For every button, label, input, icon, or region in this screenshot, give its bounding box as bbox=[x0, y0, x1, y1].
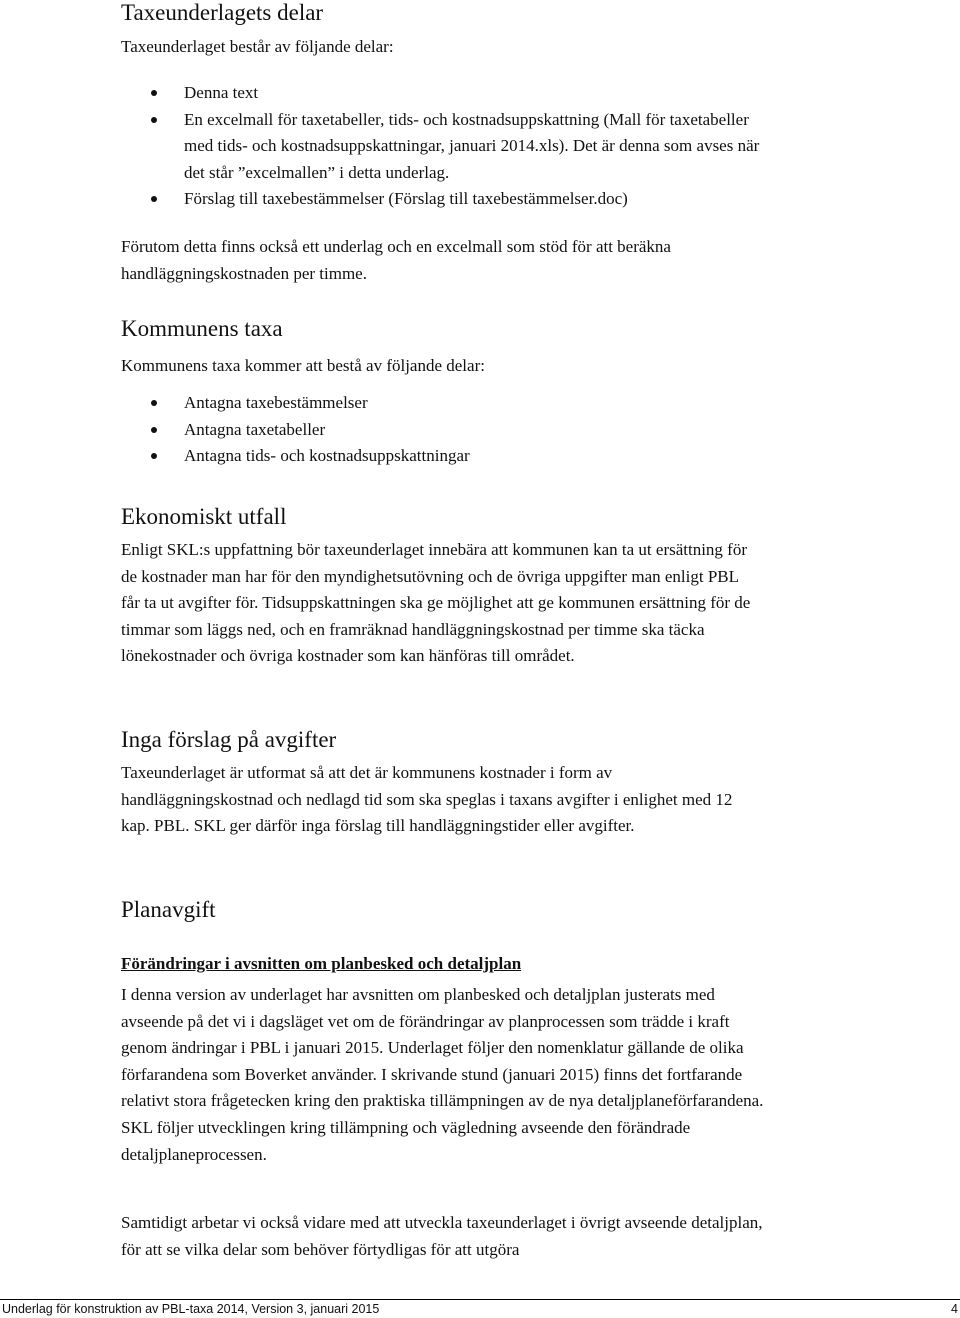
list-item-text: En excelmall för taxetabeller, tids- och kostnadsuppskattning (Mall för taxetabeller med tids- och kostnadsuppskattningar, januari 2014.xls). Det är denna som avses när det står ”excelmallen” i detta underlag. bbox=[184, 109, 760, 182]
list-item bbox=[119, 390, 771, 417]
list-item bbox=[119, 417, 771, 444]
intro-kommunens-taxa: Kommunens taxa kommer att bestå av följande delar: bbox=[121, 356, 485, 375]
intro-taxeunderlag: Taxeunderlaget består av följande delar: bbox=[121, 37, 394, 56]
list-item-text: Antagna taxebestämmelser bbox=[184, 393, 368, 412]
list-item-text: Förslag till taxebestämmelser (Förslag till taxebestämmelser.doc) bbox=[184, 189, 628, 209]
paragraph-planavgift-2: Samtidigt arbetar vi också vidare med att utveckla taxeunderlaget i övrigt avseende detaljplan, för att se vilka delar som behöver förtydligas för att utgöra bbox=[121, 1213, 763, 1259]
list-item-text: Antagna taxetabeller bbox=[184, 419, 326, 439]
list-kommunens-taxa bbox=[121, 390, 771, 470]
paragraph-ekonomiskt: Enligt SKL:s uppfattning bör taxeunderlaget innebära att kommunen kan ta ut ersättning för de kostnader man har för den myndighetsutövning och de övriga uppgifter man enligt PBL får ta ut avgifter för. Tidsuppskattningen ska ge möjlighet att ge kommunen ersättning för de timmar som läggs ned, och en framräknad handläggningskostnad per timme ska täcka lönekostnader och övriga kostnader som kan hänföras till området. bbox=[121, 540, 751, 666]
list-item-text: Denna text bbox=[184, 83, 259, 102]
heading-inga-forslag: Inga förslag på avgifter bbox=[121, 727, 337, 752]
heading-ekonomiskt-utfall: Ekonomiskt utfall bbox=[121, 504, 287, 529]
list-item-text: Antagna tids- och kostnadsuppskattningar bbox=[184, 446, 470, 466]
subheading-forandringar: Förändringar i avsnitten om planbesked och detaljplan bbox=[121, 954, 522, 973]
list-item bbox=[119, 186, 771, 213]
paragraph-planavgift-1: I denna version av underlaget har avsnitten om planbesked och detaljplan justerats med avseende på det vi i dagsläget vet om de förändringar av planprocessen som trädde i kraft genom ändringar i PBL i januari 2015. Underlaget följer den nomenklatur gällande de olika förfarandena som Boverket använder. I skrivande stund (januari 2015) finns det fortfarande relativt stora frågetecken kring den praktiska tillämpningen av de nya detaljplaneförfarandena. SKL följer utvecklingen kring tillämpning och vägledning avseende den förändrade detaljplaneprocessen. bbox=[121, 985, 764, 1164]
footer-page-number: 4 bbox=[951, 1302, 958, 1316]
list-item bbox=[119, 80, 771, 107]
heading-planavgift: Planavgift bbox=[121, 897, 216, 922]
paragraph-forutom: Förutom detta finns också ett underlag och en excelmall som stöd för att beräkna handläggningskostnaden per timme. bbox=[121, 237, 671, 283]
heading-taxeunderlagets-delar: Taxeunderlagets delar bbox=[121, 0, 324, 25]
list-item bbox=[119, 107, 771, 187]
heading-kommunens-taxa: Kommunens taxa bbox=[121, 316, 283, 341]
list-item bbox=[119, 443, 771, 470]
page-footer bbox=[0, 1299, 960, 1318]
paragraph-inga-forslag: Taxeunderlaget är utformat så att det är kommunens kostnader i form av handläggningskostnad och nedlagd tid som ska speglas i taxans avgifter i enlighet med 12 kap. PBL. SKL ger därför inga förslag till handläggningstider eller avgifter. bbox=[121, 763, 733, 836]
footer-document-title: Underlag för konstruktion av PBL-taxa 2014, Version 3, januari 2015 bbox=[2, 1302, 380, 1316]
list-taxeunderlag bbox=[121, 80, 771, 213]
